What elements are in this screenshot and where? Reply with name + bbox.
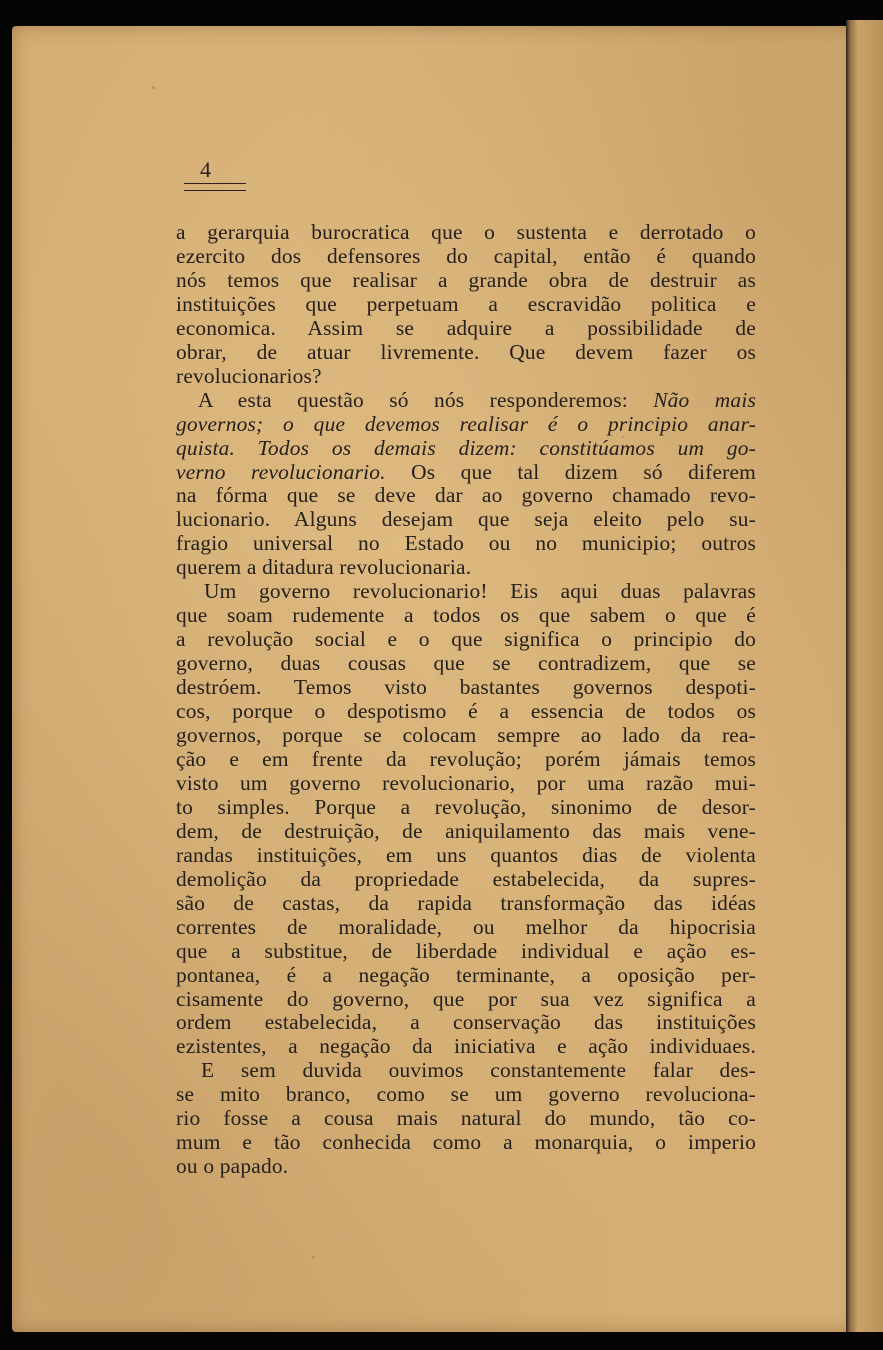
text-line: dem, de destruição, de aniquilamento das mais vene- [176,818,756,843]
text-line: cos, porque o despotismo é a essencia de todos os [176,699,756,724]
text-line: ezistentes, a negação da iniciativa e ação individuaes. [176,1034,756,1059]
text-line: pontanea, é a negação terminante, a oposição per- [176,962,756,987]
page-number-rule [184,183,246,191]
text-line: correntes de moralidade, ou melhor da hipocrisia [176,914,756,939]
text-line: visto um governo revolucionario, por uma razão mui- [176,770,756,795]
text-line: governo, duas cousas que se contradizem, que se [176,651,756,676]
text-line: querem a ditadura revolucionaria. [176,555,472,580]
text-line: revolucionarios? [176,363,322,388]
text-line: cisamente do governo, que por sua vez significa a [176,986,756,1011]
text-line-italic [176,437,756,461]
text-line: ção e em frente da revolução; porém jámais temos [176,746,756,771]
text-line-italic [176,413,756,437]
text-line: instituições que perpetuam a escravidão politica e [176,291,756,316]
text-line: demolição da propriedade estabelecida, da supres- [176,866,756,891]
roman-run: Os que tal dizem só diferem [385,459,756,484]
foxing-spot [152,86,155,89]
text-line: governos, porque se colocam sempre ao lado da rea- [176,723,756,748]
foxing-spot [312,1256,315,1258]
text-line: fragio universal no Estado ou no municipio; outros [176,531,756,556]
page-number: 4 [200,157,211,182]
text-line: se mito branco, como se um governo revoluciona- [176,1082,756,1107]
roman-run: A esta questão só nós responderemos: [198,387,654,412]
text-line: lucionario. Alguns desejam que seja eleito pelo su- [176,507,756,532]
text-line: a revolução social e o que significa o principio do [176,627,756,652]
text-line: são de castas, da rapida transformação das idéas [176,890,756,915]
text-line: na fórma que se deve dar ao governo chamado revo- [176,483,756,508]
text-line: ezercito dos defensores do capital, então é quando [176,243,756,268]
text-line: destróem. Temos visto bastantes governos despoti- [176,675,756,700]
text-line: economica. Assim se adquire a possibilidade de [176,315,756,340]
text-line: rio fosse a cousa mais natural do mundo, tão co- [176,1106,756,1131]
italic-run: verno revolucionario. [176,459,386,484]
italic-run: Não mais [653,387,756,412]
text-line: obrar, de atuar livremente. Que devem fazer os [176,339,756,364]
text-line: que soam rudemente a todos os que sabem o que é [176,603,756,628]
text-line: to simples. Porque a revolução, sinonimo de desor- [176,794,756,819]
text-line: Um governo revolucionario! Eis aqui duas palavras [204,579,756,604]
text-line: E sem duvida ouvimos constantemente falar des- [201,1058,756,1083]
italic-run: quista. Todos os demais dizem: constitúamos um go- [176,435,756,460]
text-line: mum e tão conhecida como a monarquia, o imperio [176,1130,756,1155]
text-line: a gerarquia burocratica que o sustenta e derrotado o [176,220,756,244]
text-line: que a substitue, de liberdade individual e ação es- [176,938,756,963]
text-line: ordem estabelecida, a conservação das instituições [176,1010,756,1035]
text-line-mixed [176,461,756,485]
text-line: randas instituições, em uns quantos dias de violenta [176,842,756,867]
body-text [176,221,756,1179]
text-line: nós temos que realisar a grande obra de destruir as [176,267,756,292]
text-line: ou o papado. [176,1154,289,1179]
adjacent-page-edge [846,20,883,1332]
text-line-mixed [176,389,756,413]
italic-run: governos; o que devemos realisar é o principio anar- [176,411,756,436]
